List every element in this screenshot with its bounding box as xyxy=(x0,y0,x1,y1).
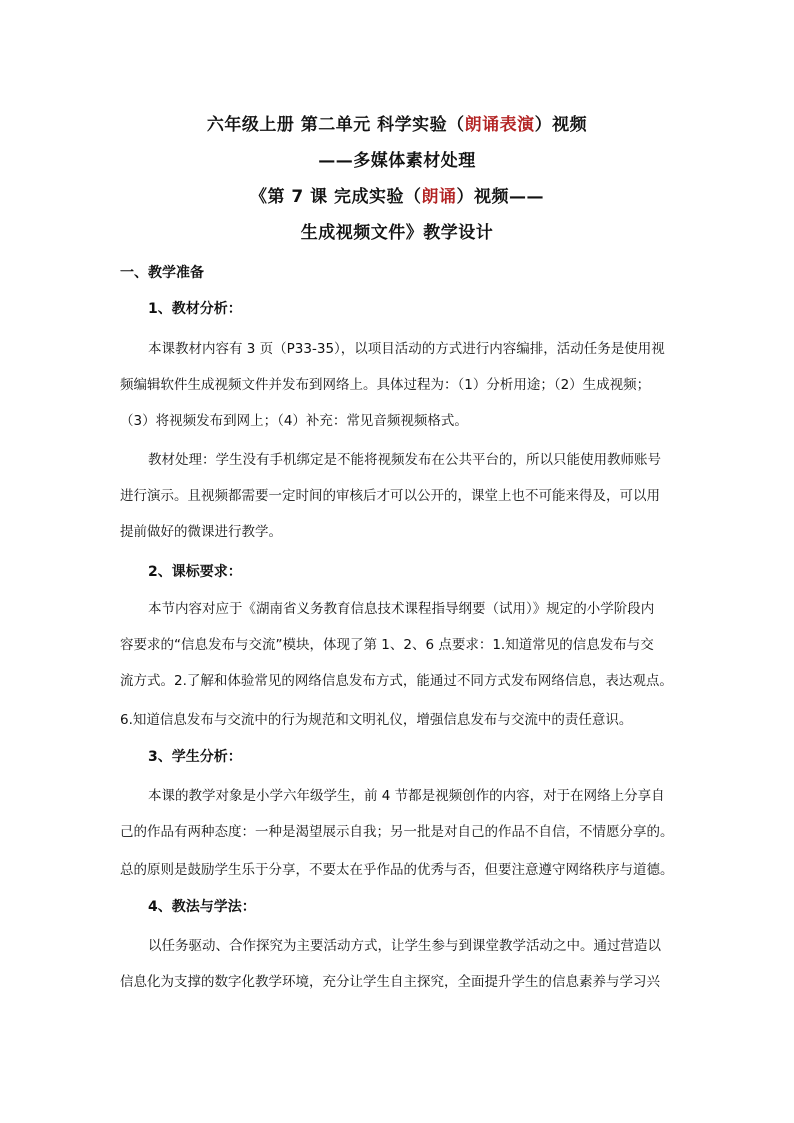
paragraph-line: 频编辑软件生成视频文件并发布到网络上。具体过程为：（1）分析用途；（2）生成视频； xyxy=(120,377,651,393)
subheading-student-analysis: 3、学生分析： xyxy=(148,749,242,765)
title-line-3-part-a: 《第 7 课 完成实验（ xyxy=(249,187,422,207)
paragraph-line: 本课的教学对象是小学六年级学生，前 4 节都是视频创作的内容，对于在网络上分享自 xyxy=(148,788,665,804)
title-line-4: 生成视频文件》教学设计 xyxy=(300,223,494,243)
title-line-3-part-b: ）视频—— xyxy=(456,187,545,207)
paragraph-line: 本课教材内容有 3 页（P33-35），以项目活动的方式进行内容编排，活动任务是使用视 xyxy=(148,341,665,357)
section-heading-preparation: 一、教学准备 xyxy=(120,265,204,281)
paragraph-line: 信息化为支撑的数字化教学环境，充分让学生自主探究，全面提升学生的信息素养与学习兴 xyxy=(120,974,660,990)
title-line-2: ——多媒体素材处理 xyxy=(318,151,476,171)
paragraph-line: 流方式。2.了解和体验常见的网络信息发布方式，能通过不同方式发布网络信息，表达观点。 xyxy=(120,673,673,689)
paragraph-line: 本节内容对应于《湖南省义务教育信息技术课程指导纲要（试用）》规定的小学阶段内 xyxy=(148,601,655,617)
paragraph-line: 己的作品有两种态度：一种是渴望展示自我；另一批是对自己的作品不自信，不情愿分享的。 xyxy=(120,824,674,840)
title-line-1-part-b: ）视频 xyxy=(534,115,588,135)
paragraph-line: 以任务驱动、合作探究为主要活动方式，让学生参与到课堂教学活动之中。通过营造以 xyxy=(148,938,661,954)
paragraph-line: 进行演示。且视频都需要一定时间的审核后才可以公开的，课堂上也不可能来得及，可以用 xyxy=(120,488,660,504)
paragraph-line: 教材处理：学生没有手机绑定是不能将视频发布在公共平台的，所以只能使用教师账号 xyxy=(148,452,661,468)
subheading-textbook-analysis: 1、教材分析： xyxy=(148,301,242,317)
subheading-curriculum-requirements: 2、课标要求： xyxy=(148,564,242,580)
paragraph-line: 总的原则是鼓励学生乐于分享，不要太在乎作品的优秀与否，但要注意遵守网络秩序与道德。 xyxy=(120,862,674,878)
title-line-3 xyxy=(0,182,794,207)
paragraph-line: 6.知道信息发布与交流中的行为规范和文明礼仪，增强信息发布与交流中的责任意识。 xyxy=(120,712,633,728)
title-line-1-highlight: 朗诵表演 xyxy=(464,115,535,135)
title-line-1 xyxy=(0,110,794,135)
subheading-teaching-methods: 4、教法与学法： xyxy=(148,899,256,915)
title-line-1-part-a: 六年级上册 第二单元 科学实验（ xyxy=(206,115,465,135)
paragraph-line: （3）将视频发布到网上；（4）补充：常见音频视频格式。 xyxy=(120,413,468,429)
paragraph-line: 容要求的“信息发布与交流”模块，体现了第 1、2、6 点要求：1.知道常见的信息发布与交 xyxy=(120,637,654,653)
title-line-3-highlight: 朗诵 xyxy=(421,187,457,207)
paragraph-line: 提前做好的微课进行教学。 xyxy=(120,524,282,540)
